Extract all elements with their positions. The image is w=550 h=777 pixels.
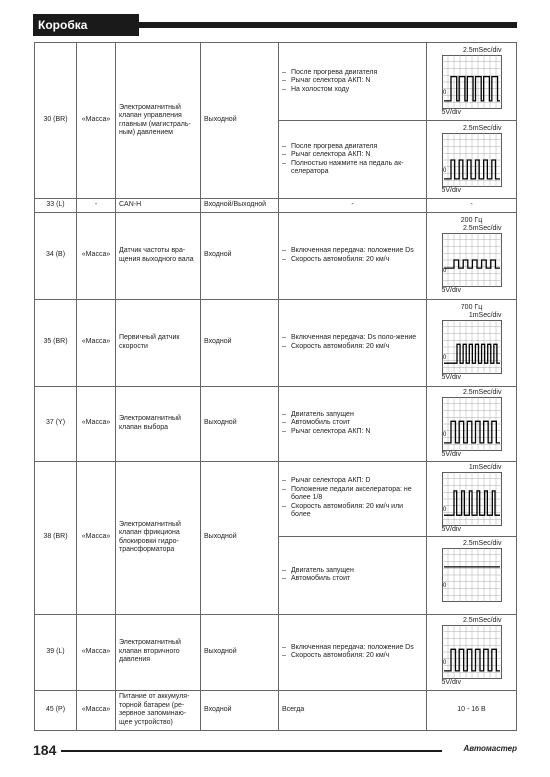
condition-cell: -: [279, 199, 427, 213]
section-title: Коробка передач: [33, 14, 139, 36]
waveform-cell: [427, 43, 517, 121]
type-cell: Входной: [201, 212, 279, 299]
condition-item: – Скорость автомобиля: 20 км/ч: [282, 652, 423, 661]
oscilloscope: [442, 540, 502, 610]
ground-cell: «Масса»: [77, 614, 116, 690]
type-cell: Входной: [201, 690, 279, 730]
condition-item: – Скорость автомобиля: 20 км/ч: [282, 343, 423, 352]
waveform-graph: [442, 625, 502, 679]
header-rule: [139, 22, 517, 28]
svg-text:0: 0: [442, 582, 446, 589]
condition-item: – Включенная передача: положение Ds: [282, 247, 423, 256]
condition-list: [282, 334, 423, 351]
time-scale-label: 2.5mSec/div: [462, 388, 502, 396]
waveform-graph: [442, 397, 502, 451]
volt-scale-label: 5V/div: [441, 287, 461, 294]
description-cell: Питание от аккумуля-торной батареи (ре-зервное запоминаю-щее устройство): [116, 690, 201, 730]
pin-cell: 45 (P): [35, 690, 77, 730]
condition-list: [282, 143, 423, 177]
condition-item: – Автомобиль стоит: [282, 419, 423, 428]
condition-cell: [279, 121, 427, 199]
page-number: 184: [33, 742, 57, 758]
description-cell: Электромагнитный клапан фрикциона блокировки гидро-трансформатора: [116, 461, 201, 614]
condition-item: – После прогрева двигателя: [282, 143, 423, 152]
waveform-cell: [427, 212, 517, 299]
volt-scale-label: 5V/div: [441, 525, 461, 533]
oscilloscope: [442, 225, 502, 295]
ground-cell: «Масса»: [77, 212, 116, 299]
volt-scale-label: 5V/div: [441, 450, 461, 458]
description-cell: Электромагнитный клапан вторичного давления: [116, 614, 201, 690]
waveform-cell: -: [427, 199, 517, 213]
condition-item: – Автомобиль стоит: [282, 575, 423, 584]
table-row: [35, 43, 517, 121]
waveform-graph: [442, 320, 502, 374]
type-cell: Входной/Выходной: [201, 199, 279, 213]
volt-scale-label: 5V/div: [441, 186, 461, 194]
waveform-graph: [442, 133, 502, 187]
condition-cell: [279, 299, 427, 386]
oscilloscope: [442, 47, 502, 117]
oscilloscope: [442, 389, 502, 459]
table-row: [35, 461, 517, 536]
svg-text:0: 0: [442, 659, 446, 666]
oscilloscope: [442, 617, 502, 687]
pin-cell: 30 (BR): [35, 43, 77, 199]
ground-cell: -: [77, 199, 116, 213]
condition-item: – Скорость автомобиля: 20 км/ч: [282, 256, 423, 265]
condition-cell: [279, 212, 427, 299]
condition-item: – Рычаг селектора АКП: N: [282, 77, 423, 86]
condition-item: – Включенная передача: Ds поло-жение: [282, 334, 423, 343]
waveform-cell: [427, 121, 517, 199]
condition-list: [282, 567, 423, 584]
condition-list: [282, 477, 423, 520]
pin-cell: 38 (BR): [35, 461, 77, 614]
oscilloscope: [442, 125, 502, 195]
pin-cell: 34 (B): [35, 212, 77, 299]
ground-cell: «Масса»: [77, 386, 116, 461]
table-row: [35, 690, 517, 730]
time-scale-label: 2.5mSec/div: [462, 540, 502, 547]
waveform-graph: [442, 548, 502, 602]
time-scale-label: 2.5mSec/div: [462, 225, 502, 232]
condition-list: [282, 69, 423, 95]
waveform-cell: [427, 614, 517, 690]
description-cell: Первичный датчик скорости: [116, 299, 201, 386]
time-scale-label: 1mSec/div: [468, 312, 502, 319]
description-cell: Электромагнитный клапан выбора: [116, 386, 201, 461]
oscilloscope: [442, 464, 502, 534]
svg-text:0: 0: [442, 506, 446, 513]
waveform-graph: [442, 472, 502, 526]
frequency-label: 200 Гц: [460, 217, 483, 224]
condition-item: – Двигатель запущен: [282, 567, 423, 576]
time-scale-label: 2.5mSec/div: [462, 46, 502, 54]
condition-list: [282, 411, 423, 437]
type-cell: Выходной: [201, 614, 279, 690]
condition-cell: [279, 461, 427, 536]
condition-item: – Скорость автомобиля: 20 км/ч или более: [282, 503, 423, 520]
time-scale-label: 2.5mSec/div: [462, 617, 502, 624]
pin-table: [34, 42, 517, 731]
condition-item: – После прогрева двигателя: [282, 69, 423, 78]
description-cell: CAN-H: [116, 199, 201, 213]
volt-scale-label: 5V/div: [441, 108, 461, 116]
pin-cell: 39 (L): [35, 614, 77, 690]
waveform-graph: [442, 55, 502, 109]
table-row: [35, 614, 517, 690]
condition-item: – Рычаг селектора АКП: N: [282, 151, 423, 160]
svg-text:0: 0: [442, 354, 446, 361]
svg-text:0: 0: [442, 267, 446, 274]
waveform-cell: [427, 386, 517, 461]
condition-item: – Двигатель запущен: [282, 411, 423, 420]
condition-item: – Рычаг селектора АКП: N: [282, 428, 423, 437]
publisher-brand: Автомастер: [463, 744, 517, 753]
condition-item: – Рычаг селектора АКП: D: [282, 477, 423, 486]
pin-cell: 33 (L): [35, 199, 77, 213]
waveform-cell: [427, 299, 517, 386]
pin-cell: 35 (BR): [35, 299, 77, 386]
time-scale-label: 2.5mSec/div: [462, 124, 502, 132]
volt-scale-label: 5V/div: [441, 679, 461, 686]
ground-cell: «Масса»: [77, 461, 116, 614]
table-row: [35, 299, 517, 386]
frequency-label: 700 Гц: [460, 304, 483, 311]
condition-item: – Полностью нажмите на педаль ак-селератора: [282, 160, 423, 177]
ground-cell: «Масса»: [77, 690, 116, 730]
ground-cell: «Масса»: [77, 43, 116, 199]
type-cell: Выходной: [201, 43, 279, 199]
oscilloscope: [442, 312, 502, 382]
volt-scale-label: [442, 602, 502, 610]
table-row: [35, 199, 517, 213]
description-cell: Датчик частоты вра-щения выходного вала: [116, 212, 201, 299]
svg-text:0: 0: [442, 89, 446, 96]
type-cell: Выходной: [201, 461, 279, 614]
condition-item: – На холостом ходу: [282, 86, 423, 95]
pin-cell: 37 (Y): [35, 386, 77, 461]
condition-cell: [279, 43, 427, 121]
time-scale-label: 1mSec/div: [468, 463, 502, 471]
condition-item: – Положение педали акселератора: не более 1/8: [282, 486, 423, 503]
svg-text:0: 0: [442, 167, 446, 174]
condition-list: [282, 644, 423, 661]
condition-cell: [279, 386, 427, 461]
volt-scale-label: 5V/div: [441, 374, 461, 381]
table-row: [35, 386, 517, 461]
description-cell: Электромагнитный клапан управления главным (магистраль-ным) давлением: [116, 43, 201, 199]
ground-cell: «Масса»: [77, 299, 116, 386]
condition-cell: Всегда: [279, 690, 427, 730]
svg-text:0: 0: [442, 431, 446, 438]
footer-rule: [61, 750, 442, 752]
condition-item: – Включенная передача: положение Ds: [282, 644, 423, 653]
condition-cell: [279, 614, 427, 690]
table-row: [35, 212, 517, 299]
waveform-cell: [427, 461, 517, 536]
value-cell: 10 - 16 В: [427, 690, 517, 730]
type-cell: Выходной: [201, 386, 279, 461]
type-cell: Входной: [201, 299, 279, 386]
page-footer: [33, 744, 517, 758]
condition-cell: [279, 536, 427, 614]
waveform-cell: [427, 536, 517, 614]
waveform-graph: [442, 233, 502, 287]
condition-list: [282, 247, 423, 264]
